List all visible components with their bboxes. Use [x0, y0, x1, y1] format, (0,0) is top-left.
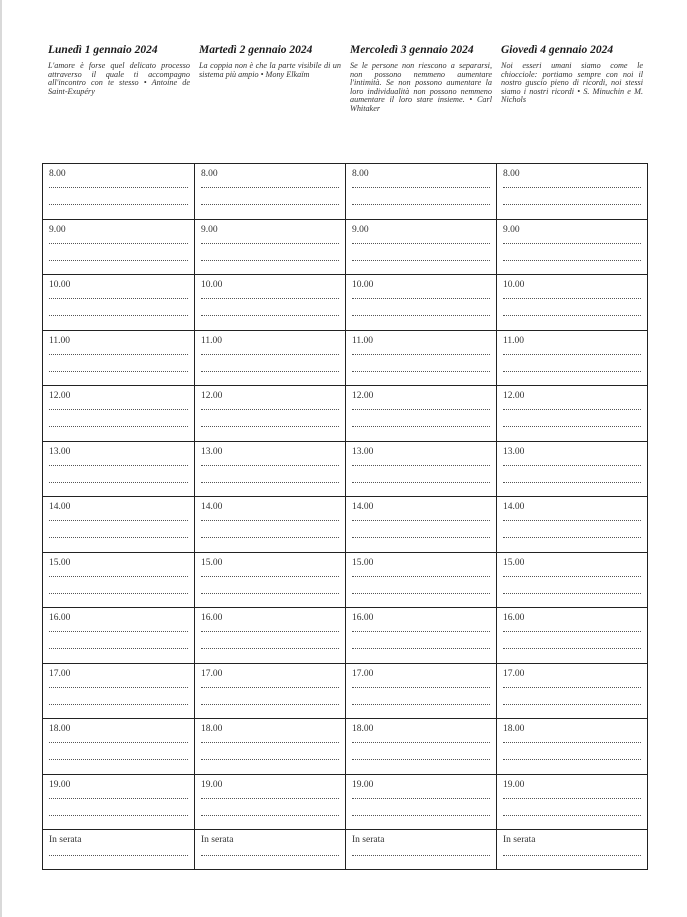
writing-line	[503, 537, 641, 538]
time-slot-label: 18.00	[201, 724, 223, 734]
time-slot-label: 8.00	[49, 169, 66, 179]
time-slot-cell[interactable]	[43, 497, 194, 552]
day-quote: La coppia non è che la parte visibile di un sistema più ampio • Mony Elkaïm	[199, 61, 341, 79]
time-slot-label: 12.00	[201, 391, 223, 401]
time-slot-cell[interactable]	[497, 331, 647, 386]
time-slot-cell[interactable]	[195, 608, 345, 663]
time-slot-cell[interactable]	[195, 442, 345, 497]
time-slot-cell[interactable]	[195, 275, 345, 330]
time-slot-label: 16.00	[352, 613, 374, 623]
writing-line	[201, 298, 339, 299]
writing-line	[503, 243, 641, 244]
time-slot-label: 8.00	[352, 169, 369, 179]
time-slot-label: In serata	[201, 835, 234, 845]
writing-line	[201, 371, 339, 372]
writing-line	[49, 465, 188, 466]
time-slot-label: 13.00	[49, 446, 71, 457]
writing-line	[352, 520, 490, 521]
writing-line	[352, 243, 490, 244]
time-slot-cell[interactable]	[497, 442, 647, 497]
time-slot-cell[interactable]	[195, 386, 345, 441]
time-slot-label: 17.00	[352, 668, 374, 679]
writing-line	[503, 631, 641, 632]
time-slot-label: 11.00	[352, 335, 374, 346]
writing-line	[49, 187, 188, 188]
time-slot-cell[interactable]	[497, 664, 647, 719]
time-slot-label: In serata	[49, 835, 82, 845]
time-slot-cell[interactable]	[195, 830, 345, 885]
writing-line	[201, 742, 339, 743]
writing-line	[201, 204, 339, 205]
writing-line	[352, 482, 490, 483]
writing-line	[201, 465, 339, 466]
writing-line	[49, 426, 188, 427]
writing-line	[49, 593, 188, 594]
time-slot-label: 9.00	[352, 224, 369, 235]
day-title: Martedì 2 gennaio 2024	[199, 44, 313, 56]
time-slot-label: 13.00	[503, 446, 525, 457]
time-slot-cell[interactable]	[43, 775, 194, 830]
writing-line	[503, 687, 641, 688]
time-slot-label: 19.00	[49, 779, 71, 790]
time-slot-cell[interactable]	[346, 442, 496, 497]
time-slot-label: 8.00	[503, 169, 520, 179]
writing-line	[352, 742, 490, 743]
writing-line	[49, 371, 188, 372]
time-slot-cell[interactable]	[43, 830, 194, 885]
time-slot-cell[interactable]	[346, 719, 496, 774]
time-slot-label: 12.00	[503, 391, 525, 401]
writing-line	[503, 742, 641, 743]
time-slot-label: 14.00	[352, 502, 374, 512]
writing-line	[352, 465, 490, 466]
time-slot-label: 9.00	[503, 224, 520, 235]
day-quote: Se le persone non riescono a separarsi, non possono nemmeno aumentare l'intimità. Se non possono aumentare la loro individualità non possono nemmeno aumentare il loro stare insieme. • Carl Whitaker	[350, 61, 492, 113]
time-slot-cell[interactable]	[497, 830, 647, 885]
time-slot-label: 16.00	[503, 613, 525, 623]
time-slot-cell[interactable]	[195, 775, 345, 830]
time-slot-cell[interactable]	[346, 331, 496, 386]
time-slot-cell[interactable]	[497, 497, 647, 552]
writing-line	[352, 687, 490, 688]
day-header-tuesday	[195, 44, 346, 114]
writing-line	[49, 204, 188, 205]
writing-line	[352, 187, 490, 188]
time-slot-label: 10.00	[49, 280, 71, 290]
writing-line	[201, 704, 339, 705]
time-slot-label: 13.00	[352, 446, 374, 457]
time-slot-cell[interactable]	[346, 775, 496, 830]
day-title: Giovedì 4 gennaio 2024	[501, 44, 614, 56]
writing-line	[352, 855, 490, 856]
day-title: Mercoledì 3 gennaio 2024	[350, 44, 474, 56]
writing-line	[503, 298, 641, 299]
time-slot-label: 12.00	[49, 391, 71, 401]
time-slot-cell[interactable]	[346, 830, 496, 885]
day-header-thursday	[497, 44, 648, 114]
writing-line	[503, 426, 641, 427]
writing-line	[503, 482, 641, 483]
time-slot-cell[interactable]	[43, 220, 194, 275]
writing-line	[49, 243, 188, 244]
writing-line	[503, 315, 641, 316]
time-slot-label: 11.00	[503, 335, 525, 346]
writing-line	[352, 260, 490, 261]
writing-line	[49, 520, 188, 521]
writing-line	[352, 648, 490, 649]
writing-line	[352, 537, 490, 538]
writing-line	[201, 687, 339, 688]
time-slot-cell[interactable]	[43, 553, 194, 608]
time-slot-cell[interactable]	[497, 608, 647, 663]
writing-line	[201, 187, 339, 188]
day-headers	[44, 44, 648, 114]
day-header-wednesday	[346, 44, 497, 114]
writing-line	[201, 409, 339, 410]
time-slot-cell[interactable]	[195, 497, 345, 552]
time-slot-cell[interactable]	[346, 497, 496, 552]
writing-line	[201, 243, 339, 244]
writing-line	[503, 759, 641, 760]
writing-line	[352, 593, 490, 594]
time-slot-label: 19.00	[352, 779, 374, 790]
writing-line	[201, 798, 339, 799]
writing-line	[503, 354, 641, 355]
writing-line	[352, 815, 490, 816]
writing-line	[352, 759, 490, 760]
writing-line	[49, 759, 188, 760]
writing-line	[201, 576, 339, 577]
writing-line	[201, 537, 339, 538]
time-slot-label: 10.00	[503, 280, 525, 290]
time-slot-cell[interactable]	[497, 775, 647, 830]
time-slot-cell[interactable]	[497, 164, 647, 219]
time-slot-label: 17.00	[503, 668, 525, 679]
writing-line	[352, 426, 490, 427]
time-slot-cell[interactable]	[43, 608, 194, 663]
writing-line	[49, 687, 188, 688]
time-slot-cell[interactable]	[195, 331, 345, 386]
time-slot-cell[interactable]	[43, 331, 194, 386]
time-slot-cell[interactable]	[195, 220, 345, 275]
time-slot-label: 17.00	[49, 668, 71, 679]
writing-line	[201, 593, 339, 594]
writing-line	[49, 798, 188, 799]
writing-line	[503, 204, 641, 205]
time-slot-cell[interactable]	[43, 719, 194, 774]
time-slot-cell[interactable]	[346, 220, 496, 275]
writing-line	[503, 855, 641, 856]
writing-line	[201, 315, 339, 316]
time-slot-label: 18.00	[503, 724, 525, 734]
time-slot-label: 15.00	[503, 557, 525, 568]
time-slot-cell[interactable]	[497, 553, 647, 608]
time-slot-cell[interactable]	[195, 719, 345, 774]
writing-line	[201, 855, 339, 856]
time-slot-label: 18.00	[49, 724, 71, 734]
time-slot-cell[interactable]	[497, 275, 647, 330]
time-slot-label: 17.00	[201, 668, 223, 679]
writing-line	[201, 631, 339, 632]
writing-line	[503, 260, 641, 261]
writing-line	[201, 520, 339, 521]
time-slot-cell[interactable]	[346, 164, 496, 219]
time-slot-label: 12.00	[352, 391, 374, 401]
time-slot-cell[interactable]	[346, 664, 496, 719]
writing-line	[49, 409, 188, 410]
writing-line	[49, 298, 188, 299]
time-slot-label: 15.00	[352, 557, 374, 568]
time-slot-label: 15.00	[49, 557, 71, 568]
time-slot-label: 18.00	[352, 724, 374, 734]
writing-line	[503, 815, 641, 816]
writing-line	[49, 631, 188, 632]
writing-line	[352, 354, 490, 355]
time-slot-cell[interactable]	[195, 664, 345, 719]
time-slot-label: In serata	[352, 835, 385, 845]
writing-line	[503, 187, 641, 188]
writing-line	[49, 315, 188, 316]
day-quote: L'amore è forse quel delicato processo attraverso il quale ti accompagno all'incontro con te stesso • Antoine de Saint-Exupéry	[48, 61, 190, 96]
writing-line	[352, 704, 490, 705]
writing-line	[201, 426, 339, 427]
writing-line	[201, 815, 339, 816]
time-slot-label: 10.00	[201, 280, 223, 290]
writing-line	[352, 371, 490, 372]
writing-line	[201, 759, 339, 760]
time-slot-label: 8.00	[201, 169, 218, 179]
day-quote: Noi esseri umani siamo come le chiocciole: portiamo sempre con noi il nostro guscio pieno di ricordi, noi stessi siamo i nostri ricordi • S. Minuchin e M. Nichols	[501, 61, 643, 105]
writing-line	[352, 315, 490, 316]
time-slot-label: 16.00	[49, 613, 71, 623]
time-slot-cell[interactable]	[346, 275, 496, 330]
writing-line	[201, 354, 339, 355]
writing-line	[49, 704, 188, 705]
writing-line	[49, 537, 188, 538]
writing-line	[503, 371, 641, 372]
writing-line	[201, 648, 339, 649]
time-slot-cell[interactable]	[43, 442, 194, 497]
writing-line	[352, 798, 490, 799]
writing-line	[503, 704, 641, 705]
time-slot-cell[interactable]	[346, 553, 496, 608]
column-divider	[647, 163, 648, 870]
time-slot-label: 11.00	[201, 335, 223, 346]
writing-line	[49, 482, 188, 483]
writing-line	[49, 742, 188, 743]
time-slot-cell[interactable]	[195, 164, 345, 219]
time-slot-label: 13.00	[201, 446, 223, 457]
time-slot-cell[interactable]	[195, 553, 345, 608]
writing-line	[503, 798, 641, 799]
writing-line	[503, 520, 641, 521]
writing-line	[503, 409, 641, 410]
time-slot-cell[interactable]	[43, 275, 194, 330]
day-title: Lunedì 1 gennaio 2024	[48, 44, 158, 56]
time-slot-label: 9.00	[49, 224, 66, 235]
time-slot-cell[interactable]	[43, 386, 194, 441]
time-slot-cell[interactable]	[346, 608, 496, 663]
writing-line	[503, 648, 641, 649]
time-slot-label: 9.00	[201, 224, 218, 235]
writing-line	[352, 409, 490, 410]
time-slot-cell[interactable]	[497, 220, 647, 275]
writing-line	[201, 260, 339, 261]
writing-line	[352, 631, 490, 632]
time-slot-label: 11.00	[49, 335, 71, 346]
time-slot-cell[interactable]	[43, 164, 194, 219]
time-slot-label: 14.00	[201, 502, 223, 512]
writing-line	[201, 482, 339, 483]
time-slot-cell[interactable]	[497, 386, 647, 441]
time-slot-cell[interactable]	[43, 664, 194, 719]
writing-line	[503, 576, 641, 577]
time-slot-cell[interactable]	[497, 719, 647, 774]
writing-line	[352, 298, 490, 299]
writing-line	[49, 354, 188, 355]
writing-line	[352, 204, 490, 205]
writing-line	[49, 576, 188, 577]
time-slot-label: 14.00	[503, 502, 525, 512]
writing-line	[49, 855, 188, 856]
writing-line	[503, 593, 641, 594]
writing-line	[49, 815, 188, 816]
writing-line	[352, 576, 490, 577]
writing-line	[503, 465, 641, 466]
time-slot-cell[interactable]	[346, 386, 496, 441]
writing-line	[49, 648, 188, 649]
time-slot-label: 19.00	[503, 779, 525, 790]
page-edge	[0, 0, 2, 917]
time-slot-label: In serata	[503, 835, 536, 845]
time-slot-label: 16.00	[201, 613, 223, 623]
day-header-monday	[44, 44, 195, 114]
time-slot-label: 14.00	[49, 502, 71, 512]
time-slot-label: 19.00	[201, 779, 223, 790]
writing-line	[49, 260, 188, 261]
time-slot-label: 15.00	[201, 557, 223, 568]
time-slot-label: 10.00	[352, 280, 374, 290]
